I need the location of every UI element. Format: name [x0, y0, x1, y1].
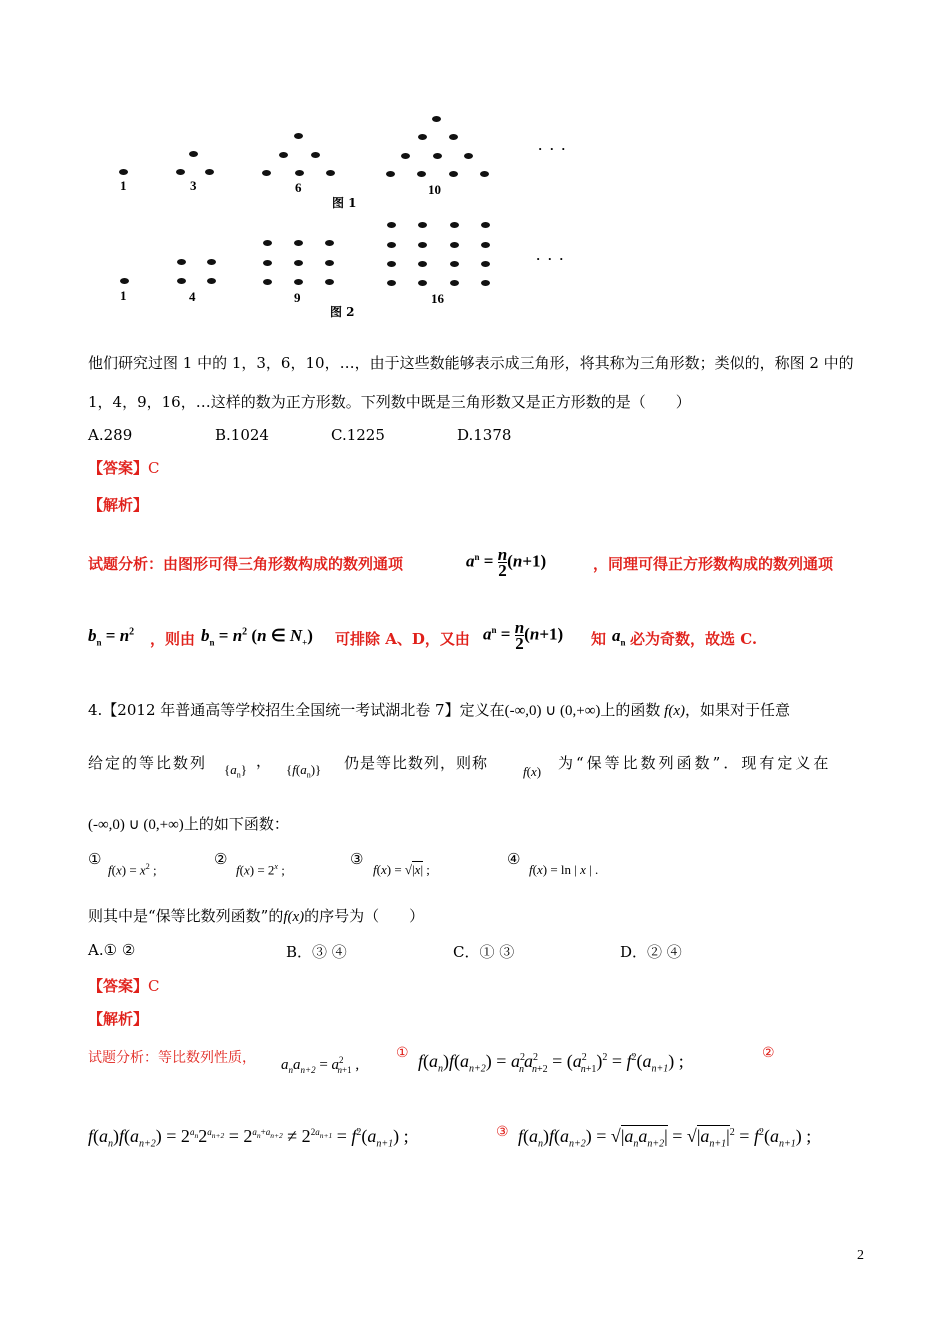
mark: ②: [762, 1045, 775, 1061]
dot: [189, 151, 198, 157]
dot: [480, 171, 489, 177]
formula-an: $a^n$ = $\frac{n}{2}$ (n+1): [466, 545, 547, 580]
q4-line2: [88, 752, 868, 782]
dot: [481, 222, 490, 228]
formula-case-3: $f(a_n)f(a_{n+2}) = √|a_na_{n+2}| = √|a_{n+1}|^2 = f^2(a_{n+1})$ ;: [518, 1126, 812, 1150]
q3-option-c: C.1225: [331, 426, 385, 444]
dot: [263, 279, 272, 285]
figure-1-label: 3: [190, 178, 197, 193]
q4-line3: [88, 813, 289, 834]
dot: [263, 240, 272, 246]
q3-stem-line1: 他们研究过图 1 中的 1，3，6，10，…，由于这些数能够表示成三角形，将其称为三角形数；类似的，称图 2 中的: [88, 354, 854, 372]
dot: [449, 134, 458, 140]
analysis-text: ，则由: [150, 630, 196, 648]
figure-2-ellipsis: · · ·: [536, 251, 566, 266]
dot: [449, 171, 458, 177]
dot: [294, 240, 303, 246]
formula-bn-domain: $b_n = n^2$ (n ∈ $N_+$): [201, 626, 313, 648]
function-1: $f(x) = x^2$ ;: [108, 862, 157, 878]
analysis-text: 知: [591, 630, 607, 648]
q3-option-b: B.1024: [215, 426, 269, 444]
q3-stem-line2: 1，4，9，16，…这样的数为正方形数。下列数中既是三角形数又是正方形数的是（ ）: [88, 393, 691, 411]
dot: [325, 279, 334, 285]
dot: [295, 170, 304, 176]
dot: [207, 278, 216, 284]
q4-analysis-line1: [88, 1045, 888, 1085]
dot: [387, 280, 396, 286]
dot: [387, 242, 396, 248]
q4-text: 仍是等比数列，则称: [344, 754, 489, 772]
q4-text: 为“保等比数列函数”．现有定义在: [558, 754, 832, 772]
q4-text: ，如果对于任意: [684, 701, 790, 719]
dot: [387, 222, 396, 228]
dot: [325, 240, 334, 246]
dot: [401, 153, 410, 159]
dot: [262, 170, 271, 176]
formula-geometric-property: $a_na_{n+2} = a^2_{n+1}$ ,: [281, 1055, 360, 1075]
figure-2-label: 1: [120, 288, 127, 303]
figure-1-ellipsis: · · ·: [538, 141, 568, 156]
dot: [450, 280, 459, 286]
fn-number: ③: [350, 850, 364, 868]
dot: [294, 260, 303, 266]
formula-fan-seq: $\{f(a_n)\}$: [286, 762, 322, 780]
dot: [481, 242, 490, 248]
function-2: $f(x) = 2^x$ ;: [236, 862, 285, 878]
analysis-text: 可排除 A、D，又由: [335, 630, 470, 648]
dot: [119, 169, 128, 175]
answer-label: 【答案】: [88, 977, 149, 995]
figure-2-label: 4: [189, 289, 196, 304]
dot: [325, 260, 334, 266]
figure-2-caption: 图 2: [330, 305, 355, 319]
dot: [464, 153, 473, 159]
answer-label: 【答案】: [88, 459, 149, 477]
formula-an-3: $a_n$: [612, 626, 626, 648]
q4-question: [88, 905, 424, 926]
mark: ①: [396, 1045, 409, 1061]
q4-function-list: [88, 850, 788, 884]
analysis-text: 试题分析：等比数列性质，: [88, 1050, 256, 1066]
q3-option-a: A.289: [88, 426, 133, 444]
fn-number: ②: [214, 850, 228, 868]
dot: [205, 169, 214, 175]
dot: [418, 242, 427, 248]
formula-case-1: $f(a_n)f(a_{n+2}) = a^2_na^2_{n+2} = (a^2_{n+1})^2 = f^2(a_{n+1})$ ;: [418, 1051, 684, 1075]
figure-1-caption: 图 1: [332, 196, 357, 210]
dot: [120, 278, 129, 284]
q4-text: 上的如下函数：: [183, 815, 289, 833]
fn-number: ①: [88, 850, 102, 868]
dot: [450, 242, 459, 248]
page-number: 2: [857, 1248, 864, 1263]
formula-domain: (-∞,0) ∪ (0,+∞): [88, 817, 184, 833]
function-4: f(x) = ln | x | .: [529, 862, 599, 877]
formula-an-seq: $\{a_n\}$: [224, 762, 247, 780]
q4-analysis-label: 【解析】: [88, 1010, 149, 1028]
figure-2-label: 9: [294, 290, 301, 305]
q4-analysis-line2: [88, 1122, 888, 1162]
q3-answer: [88, 457, 160, 478]
dot: [279, 152, 288, 158]
formula-fx: f(x): [283, 909, 305, 925]
dot: [207, 259, 216, 265]
figure-2-label: 16: [431, 291, 444, 306]
dot: [418, 134, 427, 140]
dot: [418, 261, 427, 267]
formula-domain: (-∞,0) ∪ (0,+∞): [504, 703, 601, 719]
q4-text: 上的函数: [600, 701, 661, 719]
formula-an-2: $a^n$ = $\frac{n}{2}$ (n+1): [483, 618, 564, 653]
formula-fx: f(x): [660, 703, 685, 719]
analysis-text: 必为奇数，故选 C.: [630, 630, 758, 648]
formula-fx: f(x): [523, 764, 542, 779]
figure-1-label: 6: [295, 180, 302, 195]
q4-option-a: A.① ②: [88, 941, 136, 959]
q4-line1: [88, 699, 790, 720]
dot: [294, 133, 303, 139]
dot: [294, 279, 303, 285]
dot: [311, 152, 320, 158]
analysis-text: ，同理可得正方形数构成的数列通项: [593, 555, 834, 573]
dot: [481, 261, 490, 267]
dot: [481, 280, 490, 286]
q4-option-c: C．① ③: [453, 943, 515, 961]
dot: [450, 261, 459, 267]
q4-option-d: D．② ④: [620, 943, 682, 961]
answer-value: C: [148, 459, 160, 477]
q4-text: 给定的等比数列: [88, 754, 208, 772]
dot: [387, 261, 396, 267]
q4-answer: [88, 975, 160, 996]
q3-option-d: D.1378: [457, 426, 512, 444]
q4-option-b: B．③ ④: [286, 943, 347, 961]
function-3: f(x) = √|x| ;: [373, 862, 430, 877]
mark: ③: [496, 1124, 509, 1140]
fn-number: ④: [507, 850, 521, 868]
dot: [176, 169, 185, 175]
figure-1-label: 1: [120, 178, 127, 193]
figure-1-label: 10: [428, 182, 441, 197]
formula-case-2: $f(a_n)f(a_{n+2}) = 2^{a_n}2^{a_{n+2}} = 2^{a_n+a_{n+2}} \ne 2^{2a_{n+1}} = f^2(a_{n+1})$ ;: [88, 1126, 409, 1150]
q4-source: 4.【2012 年普通高等学校招生全国统一考试湖北卷 7】定义在: [88, 701, 505, 719]
dot: [432, 116, 441, 122]
dot: [326, 170, 335, 176]
q4-text: 则其中是“保等比数列函数”的: [88, 907, 284, 925]
dot: [417, 171, 426, 177]
dot: [386, 171, 395, 177]
dot: [177, 278, 186, 284]
dot: [433, 153, 442, 159]
dot: [418, 280, 427, 286]
formula-bn: $b_n = n^2$: [88, 626, 135, 648]
dot: [418, 222, 427, 228]
q4-text: ，: [256, 752, 272, 770]
analysis-text: 试题分析：由图形可得三角形数构成的数列通项: [88, 555, 404, 573]
answer-value: C: [148, 977, 160, 995]
q3-analysis-label: 【解析】: [88, 496, 149, 514]
dot: [450, 222, 459, 228]
dot: [177, 259, 186, 265]
q4-text: 的序号为（ ）: [304, 907, 425, 925]
dot: [263, 260, 272, 266]
